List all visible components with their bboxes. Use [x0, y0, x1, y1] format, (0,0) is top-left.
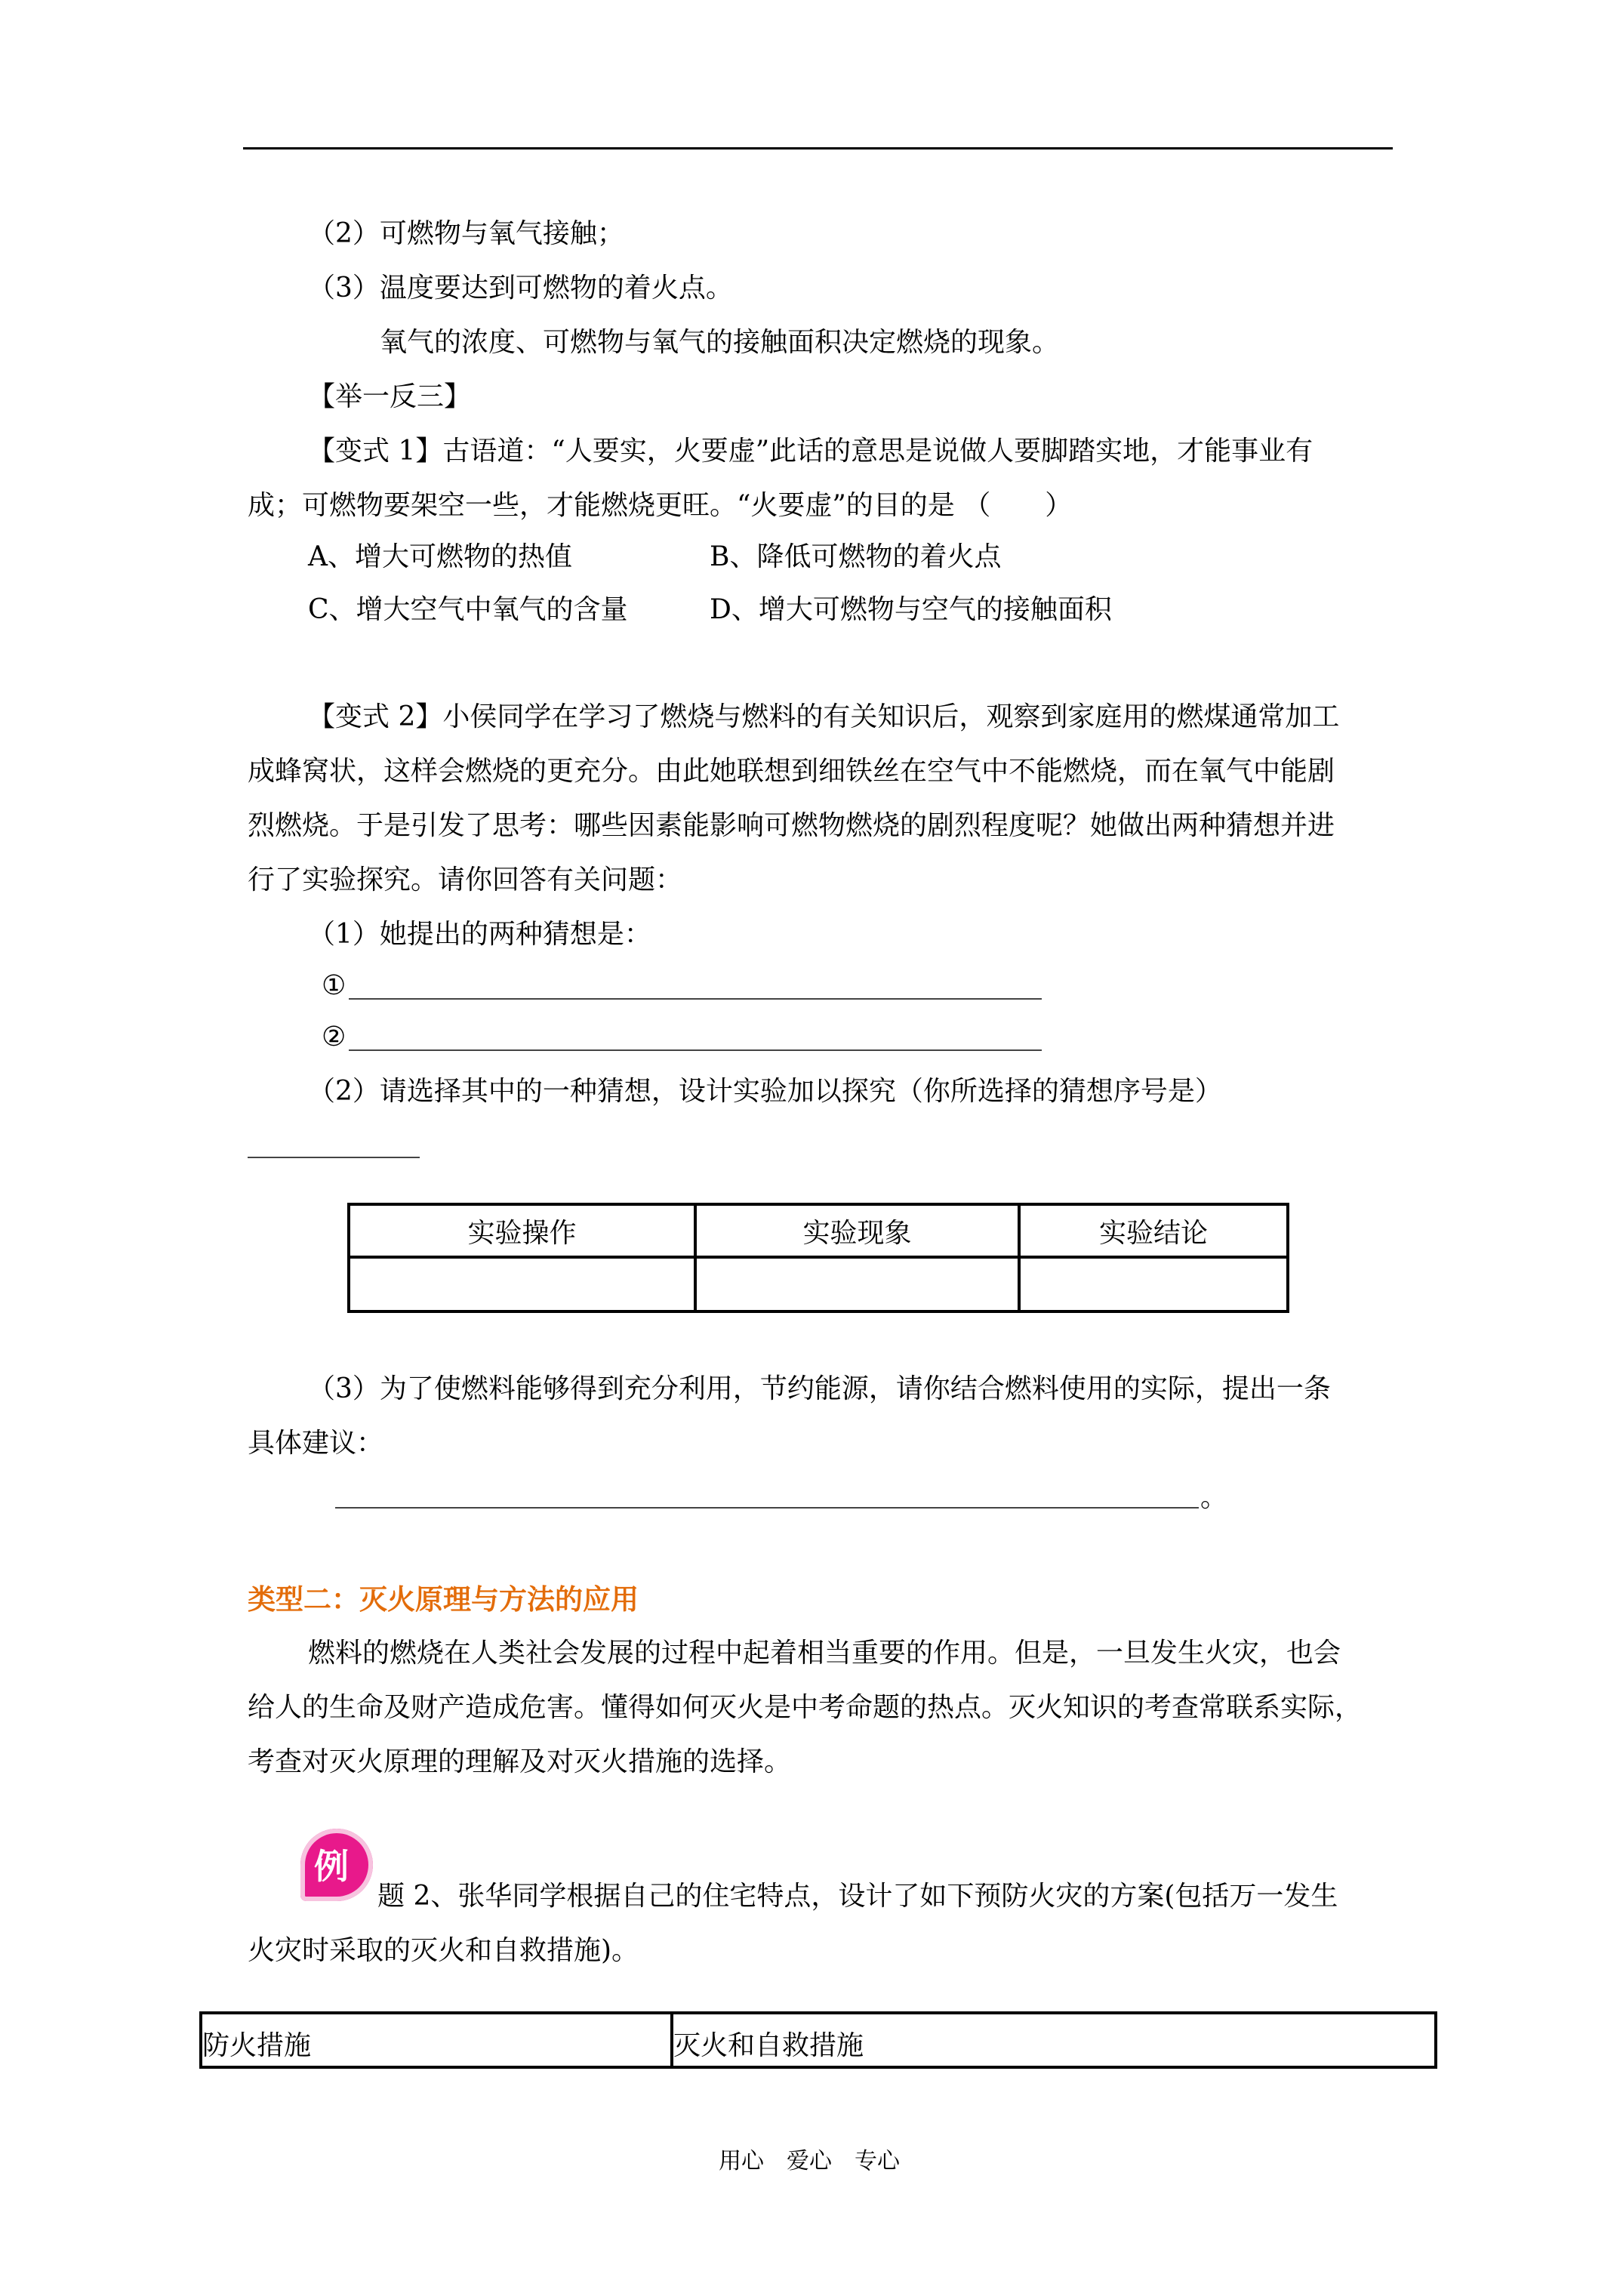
page-footer: 用心 爱心 专心	[719, 2148, 900, 2174]
example-badge-icon: 例	[300, 1829, 373, 1901]
section2-line2: 给人的生命及财产造成危害。懂得如何灭火是中考命题的热点。灭火知识的考查常联系实际，	[248, 1692, 1363, 1723]
question-1: （1）她提出的两种猜想是：	[308, 919, 651, 950]
guess-number-blank[interactable]	[248, 1157, 420, 1158]
suggestion-end-period: 。	[1200, 1482, 1228, 1513]
question-2: （2）请选择其中的一种猜想，设计实验加以探究（你所选择的猜想序号是）	[308, 1076, 1222, 1107]
guess-1-blank[interactable]	[349, 998, 1042, 1000]
experiment-operation-cell[interactable]	[349, 1257, 695, 1311]
section2-heading: 类型二：灭火原理与方法的应用	[248, 1583, 639, 1616]
fire-prevention-table	[199, 2011, 1437, 2069]
example-line2: 火灾时采取的灭火和自救措施)。	[248, 1935, 639, 1966]
experiment-operation-header: 实验操作	[349, 1204, 695, 1257]
option-d: D、增大可燃物与空气的接触面积	[710, 594, 1112, 625]
fire-prevention-header: 防火措施	[201, 2013, 672, 2067]
guess-1-marker: ①	[322, 970, 346, 1001]
variant2-line4: 行了实验探究。请你回答有关问题：	[248, 864, 683, 895]
variant2-line1: 【变式 2】小侯同学在学习了燃烧与燃料的有关知识后，观察到家庭用的燃煤通常加工	[308, 701, 1340, 732]
section2-line3: 考查对灭火原理的理解及对灭火措施的选择。	[248, 1746, 792, 1777]
question-3-line1: （3）为了使燃料能够得到充分利用，节约能源，请你结合燃料使用的实际，提出一条	[308, 1373, 1331, 1404]
guess-2-marker: ②	[322, 1022, 346, 1052]
question-3-line2: 具体建议：	[248, 1428, 384, 1459]
header-rule	[243, 147, 1393, 149]
experiment-conclusion-header: 实验结论	[1019, 1204, 1288, 1257]
experiment-conclusion-cell[interactable]	[1019, 1257, 1288, 1311]
section2-line1: 燃料的燃烧在人类社会发展的过程中起着相当重要的作用。但是，一旦发生火灾，也会	[308, 1638, 1341, 1669]
experiment-table	[347, 1203, 1289, 1313]
option-c: C、增大空气中氧气的含量	[308, 594, 628, 625]
example-line1: 题 2、张华同学根据自己的住宅特点，设计了如下预防火灾的方案(包括万一发生	[377, 1881, 1338, 1912]
option-b: B、降低可燃物的着火点	[710, 541, 1002, 572]
variant1-line1: 【变式 1】古语道：“人要实，火要虚”此话的意思是说做人要脚踏实地，才能事业有	[308, 436, 1313, 467]
condition-2: （2）可燃物与氧气接触；	[308, 218, 624, 249]
experiment-phenomenon-header: 实验现象	[695, 1204, 1019, 1257]
variant1-line2: 成；可燃物要架空一些，才能燃烧更旺。“火要虚”的目的是 （ ）	[248, 490, 1073, 521]
experiment-phenomenon-cell[interactable]	[695, 1257, 1019, 1311]
guess-2-blank[interactable]	[349, 1049, 1042, 1051]
condition-3: （3）温度要达到可燃物的着火点。	[308, 273, 733, 304]
combustion-note: 氧气的浓度、可燃物与氧气的接触面积决定燃烧的现象。	[380, 327, 1060, 358]
variant2-line2: 成蜂窝状，这样会燃烧的更充分。由此她联想到细铁丝在空气中不能燃烧，而在氧气中能剧	[248, 756, 1335, 787]
practice-heading: 【举一反三】	[308, 381, 472, 412]
firefighting-header: 灭火和自救措施	[672, 2013, 1436, 2067]
variant2-line3: 烈燃烧。于是引发了思考：哪些因素能影响可燃物燃烧的剧烈程度呢？她做出两种猜想并进	[248, 810, 1335, 841]
suggestion-blank[interactable]	[335, 1507, 1199, 1509]
option-a: A、增大可燃物的热值	[308, 541, 572, 572]
